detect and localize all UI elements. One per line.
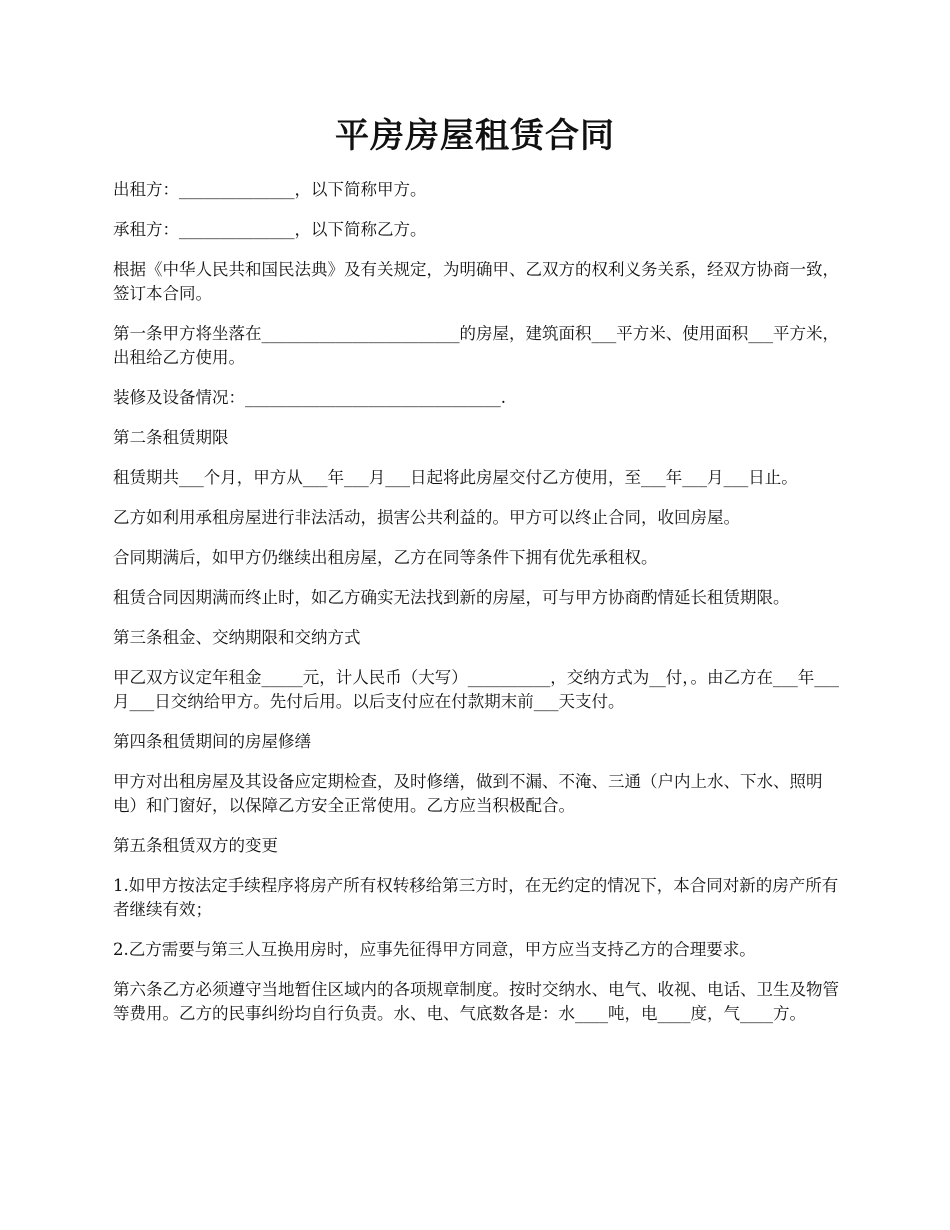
extension-paragraph: 租赁合同因期满而终止时，如乙方确实无法找到新的房屋，可与甲方协商酌情延长租赁期限。 xyxy=(113,588,790,607)
document-body xyxy=(113,178,843,1042)
preamble-paragraph: 根据《中华人民共和国民法典》及有关规定，为明确甲、乙双方的权利义务关系，经双方协商一致，签订本合同。 xyxy=(113,260,839,303)
renewal-priority-paragraph: 合同期满后，如甲方仍继续出租房屋，乙方在同等条件下拥有优先承租权。 xyxy=(113,548,658,567)
lessor-line: 出租方：______________，以下简称甲方。 xyxy=(113,180,427,199)
article-5-heading: 第五条租赁双方的变更 xyxy=(113,836,278,855)
illegal-use-paragraph: 乙方如利用承租房屋进行非法活动，损害公共利益的。甲方可以终止合同，收回房屋。 xyxy=(113,508,740,527)
rent-payment-paragraph: 甲乙双方议定年租金_____元，计人民币（大写）__________，交纳方式为__付，。由乙方在___年___月___日交纳给甲方。先付后用。以后支付应在付款期末前___天支付。 xyxy=(113,668,839,711)
change-item-1: 1.如甲方按法定手续程序将房产所有权转移给第三方时，在无约定的情况下，本合同对新的房产所有者继续有效； xyxy=(113,876,839,919)
lessee-line: 承租方：______________，以下简称乙方。 xyxy=(113,220,427,239)
article-1-paragraph: 第一条甲方将坐落在________________________的房屋，建筑面积___平方米、使用面积___平方米，出租给乙方使用。 xyxy=(113,324,839,367)
article-2-heading: 第二条租赁期限 xyxy=(113,428,229,447)
article-3-heading: 第三条租金、交纳期限和交纳方式 xyxy=(113,628,361,647)
change-item-2: 2.乙方需要与第三人互换用房时，应事先征得甲方同意，甲方应当支持乙方的合理要求。 xyxy=(113,940,756,959)
article-4-heading: 第四条租赁期间的房屋修缮 xyxy=(113,732,311,751)
article-6-paragraph: 第六条乙方必须遵守当地暂住区域内的各项规章制度。按时交纳水、电气、收视、电话、卫生及物管等费用。乙方的民事纠纷均自行负责。水、电、气底数各是：水____吨，电____度，气____方。 xyxy=(113,980,839,1023)
decoration-equipment-line: 装修及设备情况：_______________________________. xyxy=(113,388,506,407)
repair-paragraph: 甲方对出租房屋及其设备应定期检查，及时修缮，做到不漏、不淹、三通（户内上水、下水、照明电）和门窗好，以保障乙方安全正常使用。乙方应当积极配合。 xyxy=(113,772,823,815)
document-title: 平房房屋租赁合同 xyxy=(335,116,615,156)
lease-term-paragraph: 租赁期共___个月，甲方从___年___月___日起将此房屋交付乙方使用，至___年___月___日止。 xyxy=(113,468,798,487)
